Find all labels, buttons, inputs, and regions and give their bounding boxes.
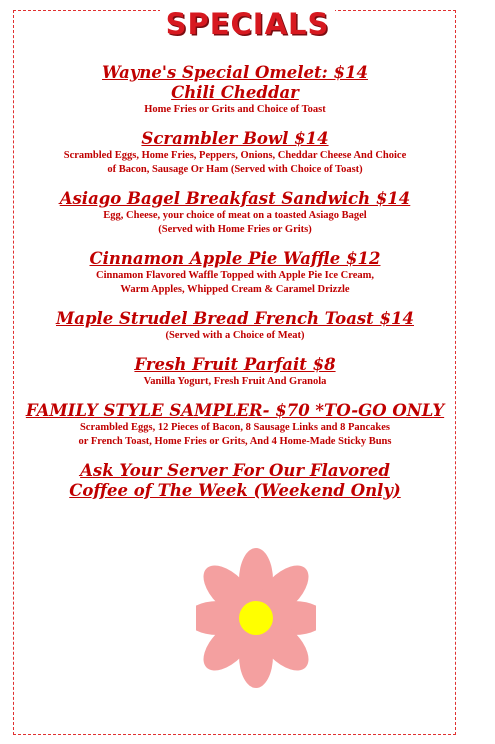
- specials-list: [18, 63, 452, 501]
- page-title: SPECIALS: [0, 4, 495, 42]
- special-item-title: Fresh Fruit Parfait $8: [134, 355, 336, 374]
- spacer: [18, 237, 452, 249]
- special-item: [18, 189, 452, 237]
- special-item: [18, 63, 452, 117]
- special-item-title: Asiago Bagel Breakfast Sandwich $14: [59, 189, 411, 208]
- spacer: [18, 177, 452, 189]
- special-item-description: or French Toast, Home Fries or Grits, And 4 Home-Made Sticky Buns: [78, 436, 392, 447]
- spacer: [18, 343, 452, 355]
- special-item-title: Coffee of The Week (Weekend Only): [69, 481, 401, 500]
- special-item: [18, 129, 452, 177]
- special-item: [18, 355, 452, 389]
- special-item: [18, 461, 452, 501]
- special-item-title: Wayne's Special Omelet: $14: [102, 63, 368, 82]
- special-item-description: (Served with Home Fries or Grits): [158, 224, 312, 235]
- special-item-description: Egg, Cheese, your choice of meat on a toasted Asiago Bagel: [103, 210, 367, 221]
- spacer: [18, 449, 452, 461]
- special-item-description: (Served with a Choice of Meat): [165, 330, 305, 341]
- special-item-description: Warm Apples, Whipped Cream & Caramel Drizzle: [120, 284, 350, 295]
- flower-icon: [196, 548, 316, 698]
- special-item-description: Vanilla Yogurt, Fresh Fruit And Granola: [143, 376, 327, 387]
- spacer: [18, 297, 452, 309]
- special-item-description: Scrambled Eggs, Home Fries, Peppers, Onions, Cheddar Cheese And Choice: [63, 150, 407, 161]
- special-item: [18, 401, 452, 449]
- spacer: [18, 389, 452, 401]
- special-item: [18, 249, 452, 297]
- special-item-title: Scrambler Bowl $14: [141, 129, 329, 148]
- special-item-title: Maple Strudel Bread French Toast $14: [56, 309, 414, 328]
- special-item-title: Ask Your Server For Our Flavored: [80, 461, 390, 480]
- special-item-description: of Bacon, Sausage Or Ham (Served with Choice of Toast): [107, 164, 363, 175]
- special-item-description: Cinnamon Flavored Waffle Topped with Apple Pie Ice Cream,: [96, 270, 374, 281]
- special-item-description: Home Fries or Grits and Choice of Toast: [144, 104, 326, 115]
- spacer: [18, 117, 452, 129]
- special-item-title: Chili Cheddar: [171, 83, 299, 102]
- special-item-description: Scrambled Eggs, 12 Pieces of Bacon, 8 Sausage Links and 8 Pancakes: [79, 422, 391, 433]
- special-item-title: Cinnamon Apple Pie Waffle $12: [89, 249, 381, 268]
- special-item: [18, 309, 452, 343]
- special-item-title: FAMILY STYLE SAMPLER- $70 *TO-GO ONLY: [25, 401, 445, 420]
